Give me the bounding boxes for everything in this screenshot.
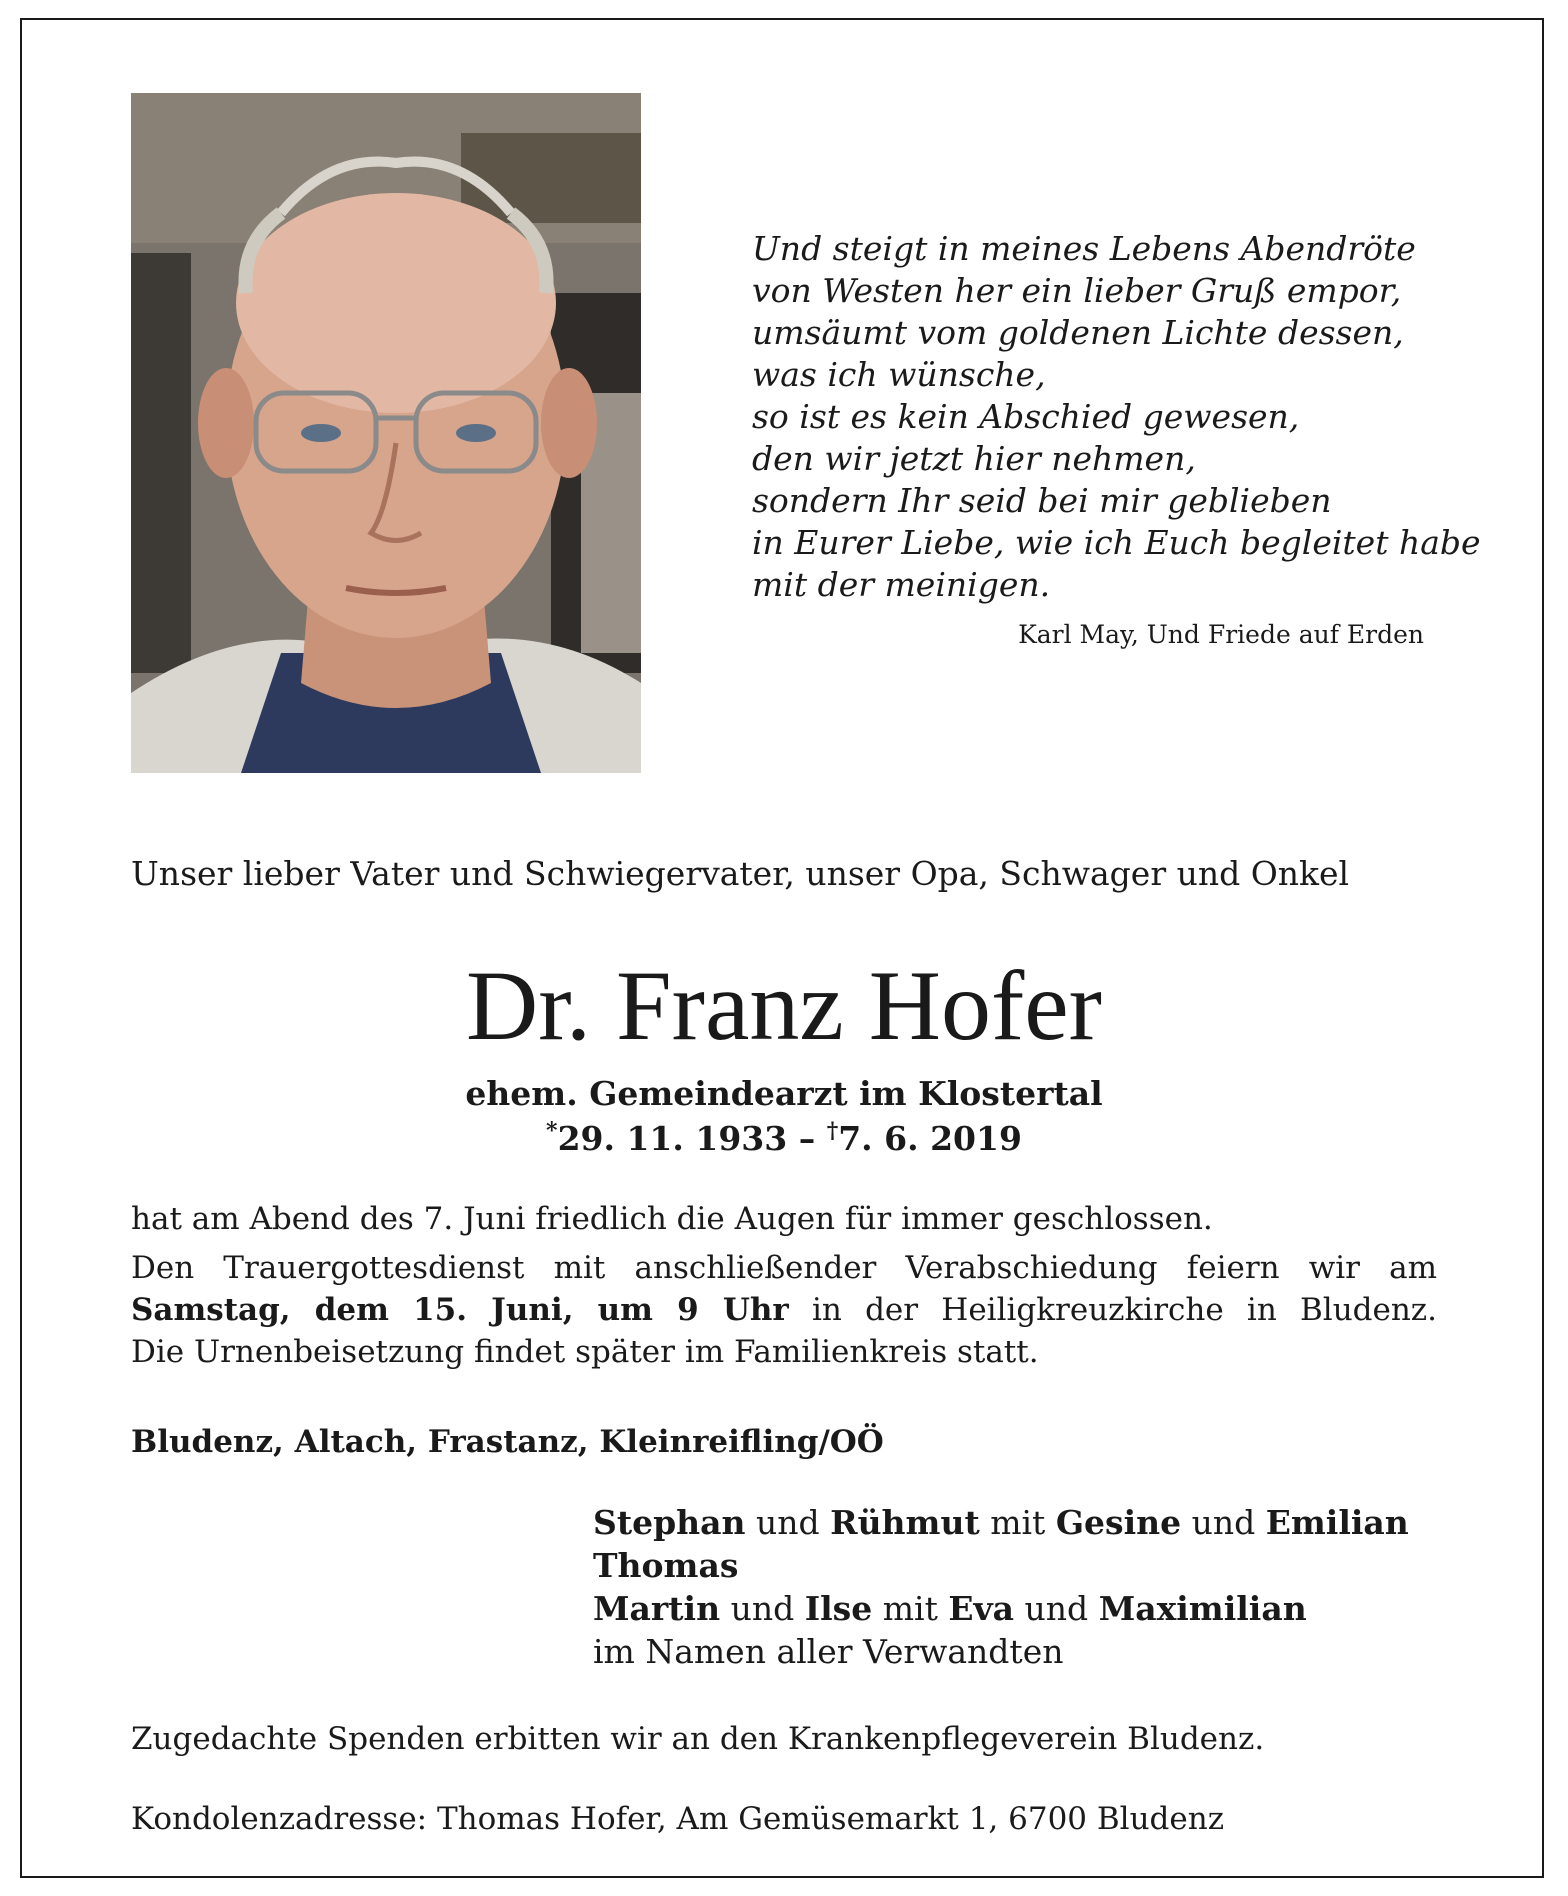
- birth-date: 29. 11. 1933: [557, 1119, 788, 1158]
- condolence-address: Kondolenzadresse: Thomas Hofer, Am Gemüsemarkt 1, 6700 Bludenz: [131, 1801, 1225, 1837]
- poem-line: den wir jetzt hier nehmen,: [752, 439, 1196, 478]
- poem-line: was ich wünsche,: [752, 355, 1046, 394]
- poem-line: mit der meinigen.: [752, 565, 1051, 604]
- connector: mit: [979, 1503, 1056, 1542]
- family-row: [593, 1501, 1409, 1544]
- service-line-2: [131, 1289, 1437, 1331]
- poem: [752, 228, 1481, 606]
- intro-text: Unser lieber Vater und Schwiegervater, unser Opa, Schwager und Onkel: [131, 854, 1350, 893]
- family-member: Stephan: [593, 1503, 746, 1542]
- connector: und: [1014, 1589, 1099, 1628]
- family-row-relatives: im Namen aller Verwandten: [593, 1632, 1064, 1671]
- family-signatures: [593, 1501, 1409, 1673]
- deceased-name: Dr. Franz Hofer: [466, 950, 1102, 1061]
- family-row: [593, 1544, 1409, 1587]
- date-separator: –: [787, 1119, 827, 1158]
- service-line-3: Die Urnenbeisetzung findet später im Familienkreis statt.: [131, 1334, 1039, 1370]
- poem-line: in Eurer Liebe, wie ich Euch begleitet habe: [752, 523, 1481, 562]
- death-date: 7. 6. 2019: [838, 1119, 1022, 1158]
- poem-line: so ist es kein Abschied gewesen,: [752, 397, 1300, 436]
- poem-line: von Westen her ein lieber Gruß empor,: [752, 271, 1402, 310]
- deceased-role: ehem. Gemeindearzt im Klostertal: [465, 1074, 1103, 1113]
- family-member: Martin: [593, 1589, 721, 1628]
- service-date: Samstag, dem 15. Juni, um 9 Uhr: [131, 1292, 789, 1328]
- family-member: Maximilian: [1098, 1589, 1307, 1628]
- places: Bludenz, Altach, Frastanz, Kleinreifling/OÖ: [131, 1424, 884, 1460]
- poem-line: sondern Ihr seid bei mir geblieben: [752, 481, 1332, 520]
- family-row: [593, 1587, 1409, 1630]
- paragraph-service: [131, 1247, 1437, 1373]
- family-member: Rühmut: [830, 1503, 980, 1542]
- poem-line: Und steigt in meines Lebens Abendröte: [752, 229, 1416, 268]
- connector: und: [720, 1589, 805, 1628]
- connector: und: [745, 1503, 831, 1542]
- family-member: Emilian: [1265, 1503, 1409, 1542]
- death-symbol: †: [826, 1118, 839, 1144]
- service-location: in der Heiligkreuzkirche in Bludenz.: [788, 1292, 1437, 1328]
- connector: und: [1181, 1503, 1266, 1542]
- family-member: Gesine: [1055, 1503, 1182, 1542]
- family-member: Thomas: [593, 1546, 739, 1585]
- paragraph-passing: hat am Abend des 7. Juni friedlich die Augen für immer geschlossen.: [131, 1201, 1213, 1237]
- portrait-photo: [131, 93, 641, 773]
- birth-symbol: *: [546, 1118, 558, 1144]
- family-member: Eva: [948, 1589, 1015, 1628]
- donation-note: Zugedachte Spenden erbitten wir an den Krankenpflegeverein Bludenz.: [131, 1721, 1265, 1757]
- poem-attribution: Karl May, Und Friede auf Erden: [1018, 620, 1424, 649]
- poem-line: umsäumt vom goldenen Lichte dessen,: [752, 313, 1404, 352]
- family-member: Ilse: [804, 1589, 873, 1628]
- life-dates: [0, 1117, 1568, 1161]
- service-line-1: Den Trauergottesdienst mit anschließender Verabschiedung feiern wir am: [131, 1250, 1437, 1286]
- connector: mit: [872, 1589, 949, 1628]
